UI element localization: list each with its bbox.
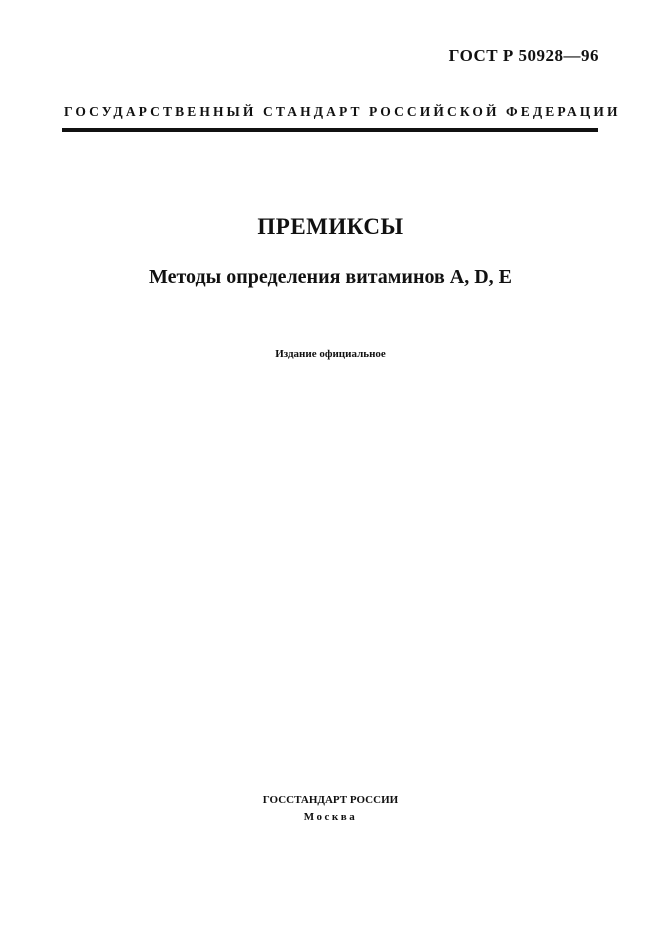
- state-standard-heading: ГОСУДАРСТВЕННЫЙ СТАНДАРТ РОССИЙСКОЙ ФЕДЕРАЦИИ: [64, 104, 621, 119]
- document-title: ПРЕМИКСЫ: [257, 214, 404, 239]
- document-subtitle: Методы определения витаминов А, D, Е: [148, 266, 513, 288]
- publisher-name: ГОССТАНДАРТ РОССИИ: [262, 794, 399, 806]
- publication-city: Москва: [303, 811, 358, 823]
- header-divider: [62, 128, 598, 132]
- document-code: ГОСТ Р 50928—96: [448, 46, 599, 65]
- edition-label: Издание официальное: [275, 348, 386, 360]
